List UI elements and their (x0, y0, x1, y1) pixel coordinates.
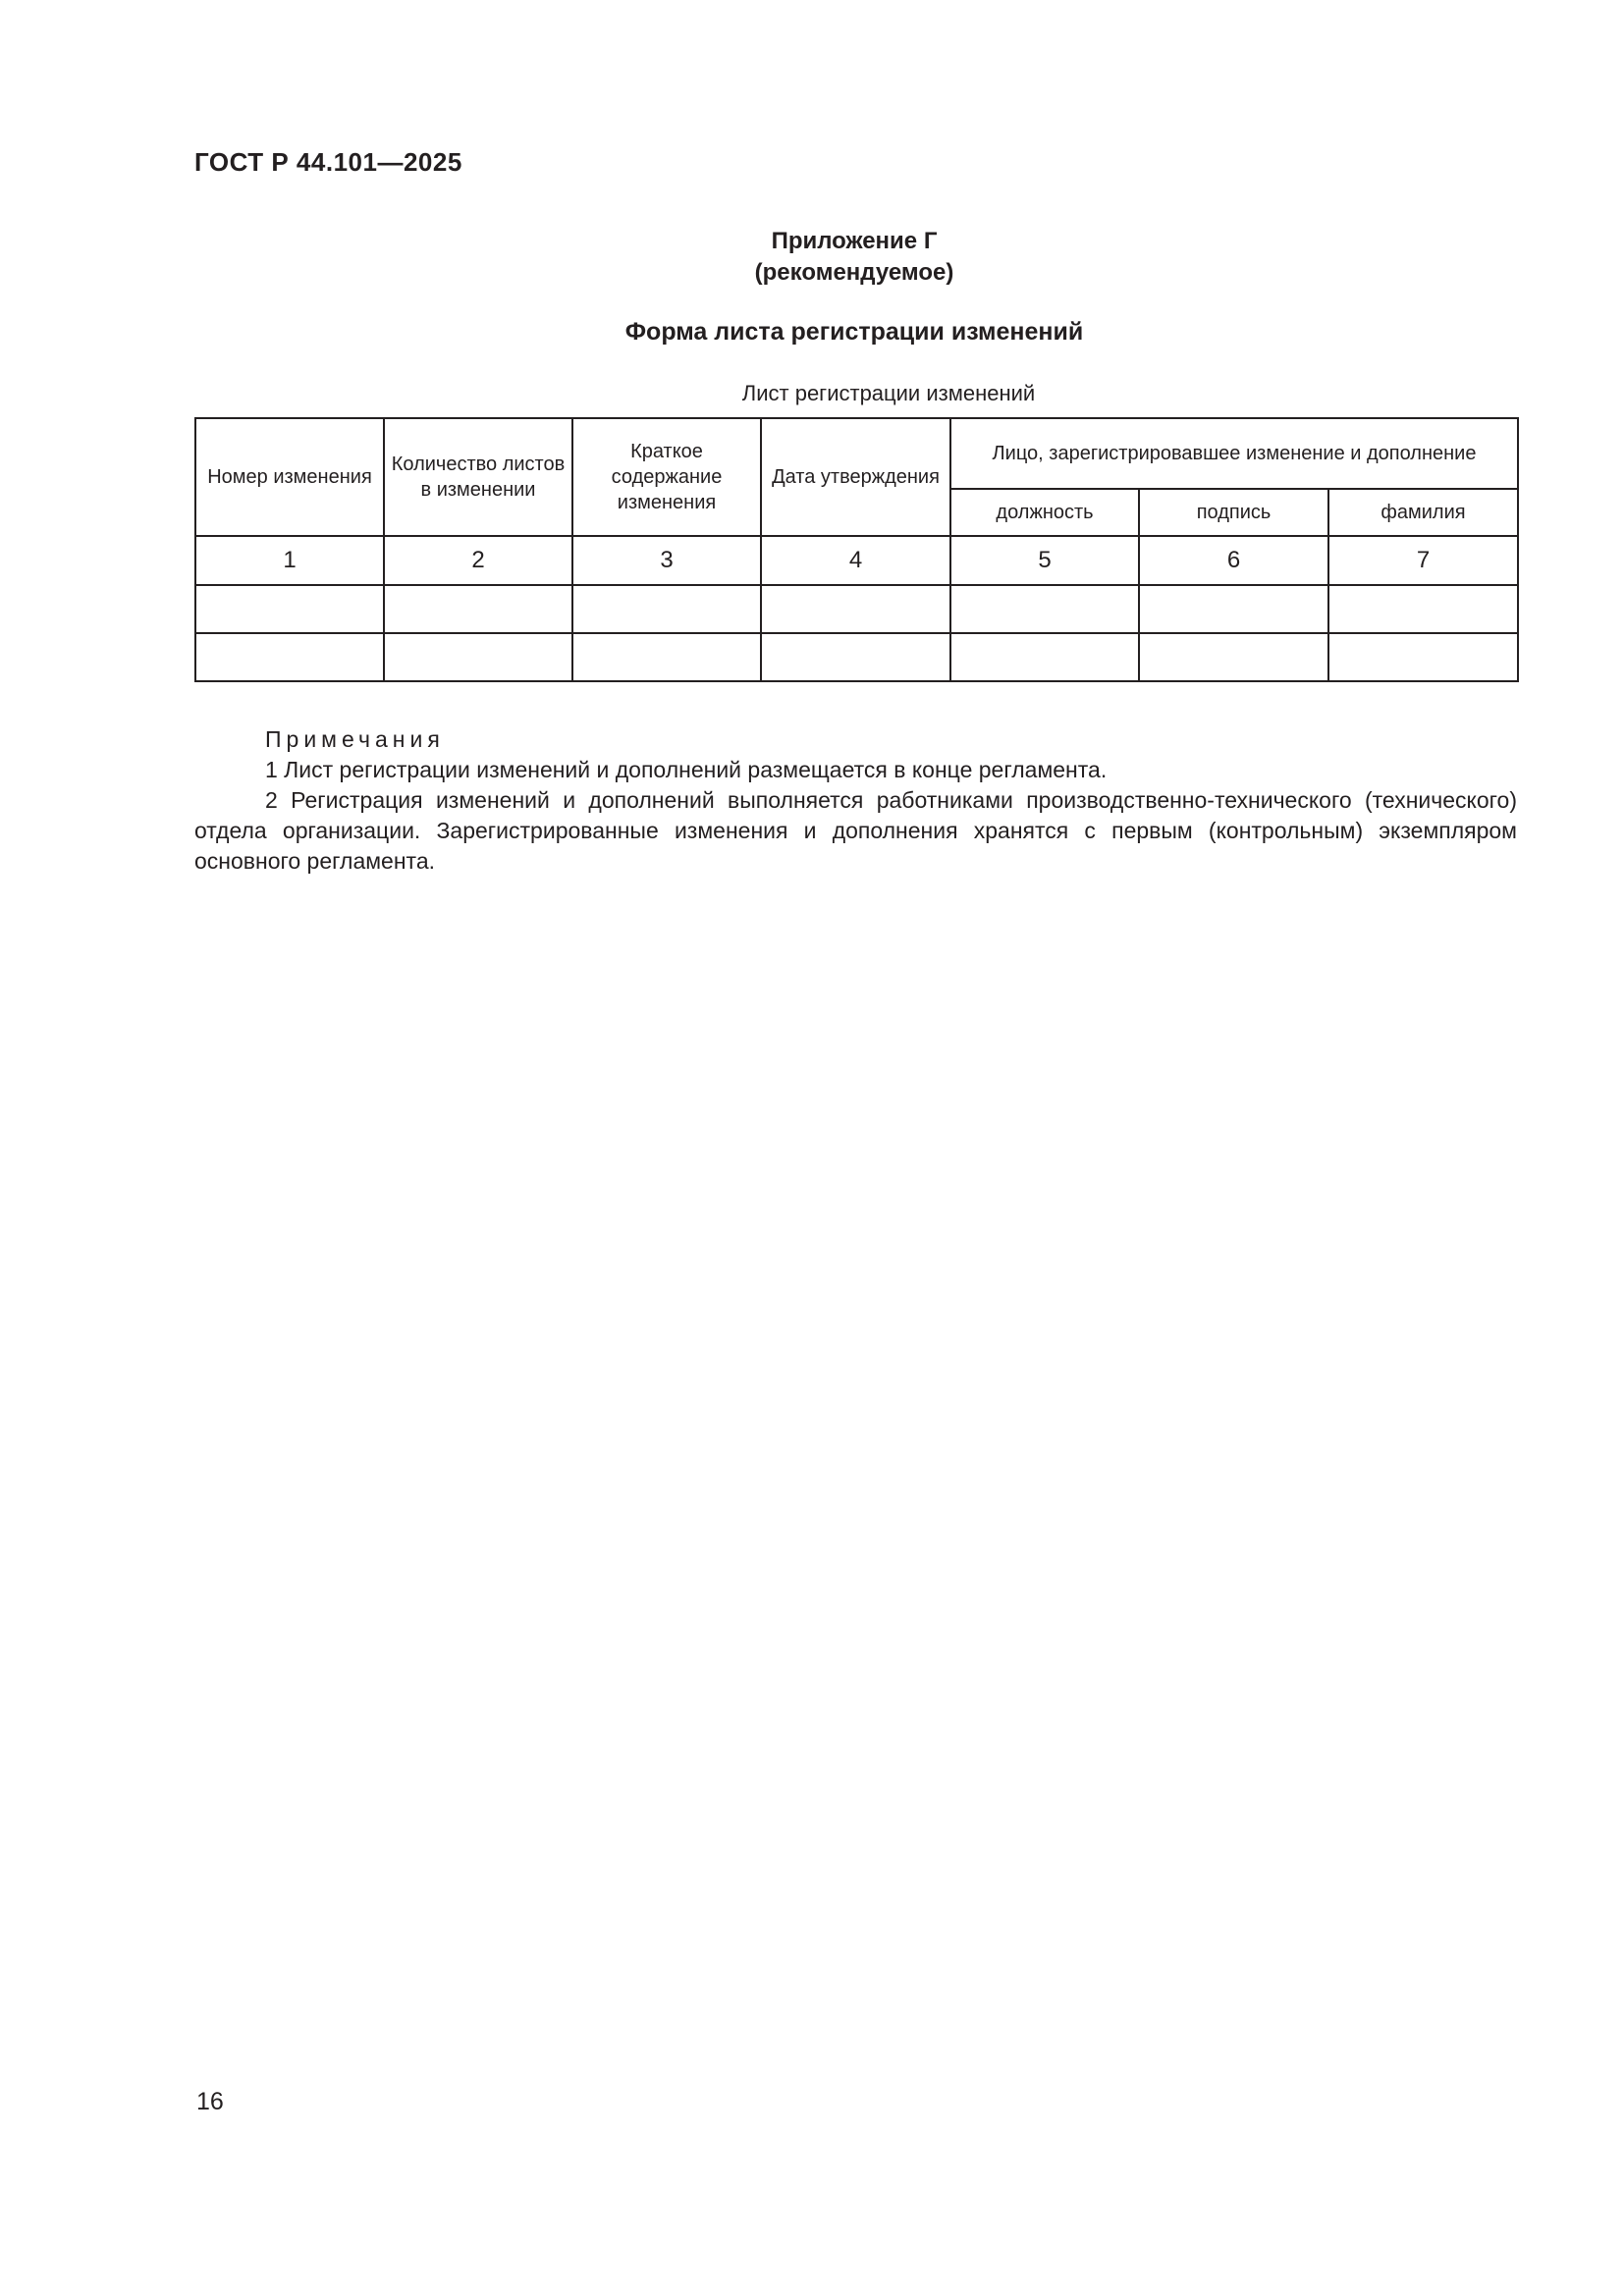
empty-cell (195, 585, 384, 633)
note-item: 2 Регистрация изменений и дополнений выполняется работниками производственно-технического (технического) отдела организации. Зарегистрированные изменения и дополнения хранятся с первым (контрольным) экземпляром основного регламента. (194, 787, 1517, 874)
header-sheet-count: Количество листов в изменении (384, 418, 572, 536)
header-approval-date: Дата утверждения (761, 418, 950, 536)
column-number: 2 (384, 536, 572, 585)
appendix-title: Приложение Г (771, 228, 938, 254)
column-number-row (195, 536, 1518, 585)
empty-cell (950, 585, 1139, 633)
column-number: 6 (1139, 536, 1328, 585)
registration-table (194, 417, 1519, 682)
column-number: 1 (195, 536, 384, 585)
form-title: Форма листа регистрации изменений (624, 318, 1084, 346)
header-surname: фамилия (1328, 489, 1518, 536)
header-registrant-group: Лицо, зарегистрировавшее изменение и дополнение (950, 418, 1518, 489)
empty-cell (761, 633, 950, 681)
header-summary: Краткое содержание изменения (572, 418, 761, 536)
note-item: 1 Лист регистрации изменений и дополнений размещается в конце регламента. (265, 757, 1108, 782)
header-change-number: Номер изменения (195, 418, 384, 536)
notes-heading: Примечания (265, 726, 445, 752)
empty-cell (1328, 585, 1518, 633)
column-number: 7 (1328, 536, 1518, 585)
empty-cell (572, 585, 761, 633)
empty-cell (195, 633, 384, 681)
empty-cell (384, 585, 572, 633)
empty-cell (384, 633, 572, 681)
table-header-row (195, 418, 1518, 489)
empty-cell (1139, 585, 1328, 633)
empty-cell (572, 633, 761, 681)
header-position: должность (950, 489, 1139, 536)
empty-cell (950, 633, 1139, 681)
appendix-status: (рекомендуемое) (754, 259, 954, 286)
empty-cell (1328, 633, 1518, 681)
column-number: 5 (950, 536, 1139, 585)
notes-section (194, 724, 1517, 877)
table-caption: Лист регистрации изменений (741, 381, 1036, 405)
empty-cell (761, 585, 950, 633)
column-number: 3 (572, 536, 761, 585)
appendix-heading (0, 226, 1624, 289)
header-signature: подпись (1139, 489, 1328, 536)
table-row (195, 585, 1518, 633)
table-row (195, 633, 1518, 681)
column-number: 4 (761, 536, 950, 585)
page-number: 16 (196, 2088, 224, 2115)
empty-cell (1139, 633, 1328, 681)
document-code: ГОСТ Р 44.101—2025 (194, 147, 462, 177)
